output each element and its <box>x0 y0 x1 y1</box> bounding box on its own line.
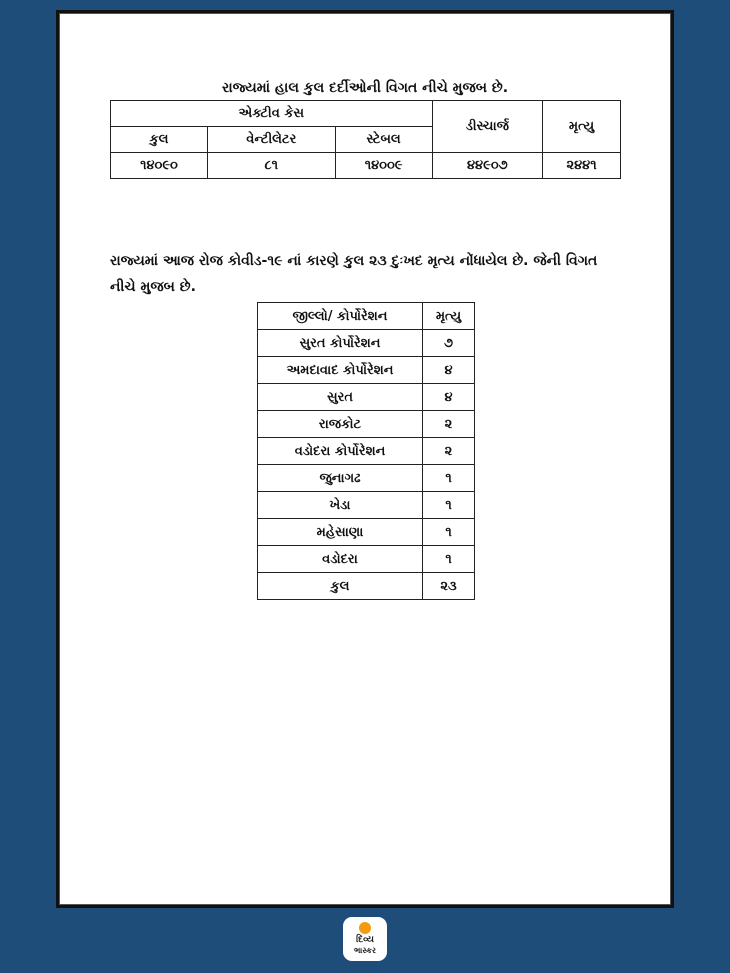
table-row <box>258 330 475 357</box>
district-deaths-table <box>257 302 475 600</box>
district-deaths: ૧ <box>423 519 475 546</box>
stable-value: ૧૪૦૦૯ <box>335 153 432 179</box>
document-page <box>59 13 671 905</box>
logo-line-1: દિવ્ય <box>356 935 374 945</box>
district-name: સુરત <box>258 384 423 411</box>
ventilator-subheader: વેન્ટીલેટર <box>208 127 336 153</box>
district-deaths: ૪ <box>423 384 475 411</box>
discharge-value: ૪૪૯૦૭ <box>432 153 543 179</box>
summary-table <box>110 100 621 179</box>
total-row <box>258 573 475 600</box>
total-label: કુલ <box>258 573 423 600</box>
deaths-paragraph: રાજ્યમાં આજ રોજ કોવીડ-૧૯ નાં કારણે કુલ ૨૩ દુઃખદ મૃત્ય નોંધાયેલ છે. જેની વિગત નીચે મુજબ છે. <box>110 253 598 295</box>
table-row <box>258 492 475 519</box>
total-subheader: કુલ <box>111 127 208 153</box>
discharge-header: ડીસ્ચાર્જ <box>432 101 543 153</box>
page-heading: રાજ્યમાં હાલ કુલ દર્દીઓની વિગત નીચે મુજબ છે. <box>221 80 509 96</box>
table-row <box>258 384 475 411</box>
table-row <box>258 411 475 438</box>
ventilator-value: ૮૧ <box>208 153 336 179</box>
document-frame <box>56 10 674 908</box>
district-name: ખેડા <box>258 492 423 519</box>
district-name: વડોદરા <box>258 546 423 573</box>
stable-subheader: સ્ટેબલ <box>335 127 432 153</box>
table-row <box>258 438 475 465</box>
district-name: રાજકોટ <box>258 411 423 438</box>
divya-bhaskar-logo <box>343 917 387 961</box>
district-name: જુનાગઢ <box>258 465 423 492</box>
district-name: વડોદરા કોર્પોરેશન <box>258 438 423 465</box>
active-cases-header: એક્ટીવ કેસ <box>111 101 433 127</box>
sun-icon <box>359 922 371 934</box>
table-row <box>258 519 475 546</box>
district-name: મહેસાણા <box>258 519 423 546</box>
total-deaths: ૨૩ <box>423 573 475 600</box>
death-header: મૃત્યુ <box>543 101 621 153</box>
district-deaths: ૧ <box>423 492 475 519</box>
deaths-column-header: મૃત્યુ <box>423 303 475 330</box>
district-deaths: ૪ <box>423 357 475 384</box>
death-value: ૨૪૪૧ <box>543 153 621 179</box>
district-deaths: ૧ <box>423 546 475 573</box>
district-name: સુરત કોર્પોરેશન <box>258 330 423 357</box>
district-deaths: ૧ <box>423 465 475 492</box>
table-row <box>258 546 475 573</box>
district-name: અમદાવાદ કોર્પોરેશન <box>258 357 423 384</box>
district-deaths: ૨ <box>423 438 475 465</box>
table-row <box>258 465 475 492</box>
district-deaths: ૨ <box>423 411 475 438</box>
district-column-header: જીલ્લો/ કોર્પોરેશન <box>258 303 423 330</box>
district-deaths: ૭ <box>423 330 475 357</box>
table-row <box>258 357 475 384</box>
total-active-value: ૧૪૦૯૦ <box>111 153 208 179</box>
logo-line-2: ભાસ્કર <box>353 946 377 955</box>
